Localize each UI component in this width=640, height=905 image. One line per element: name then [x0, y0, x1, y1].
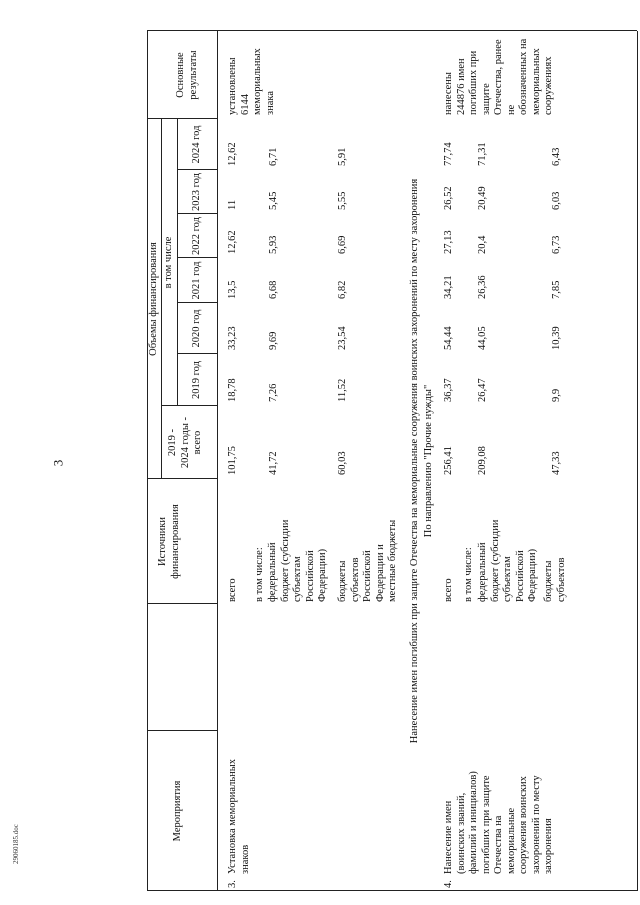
col-line-0	[147, 890, 637, 891]
row3-2019-regional: 11,52	[337, 378, 348, 402]
header-year-2019: 2019 год	[191, 361, 202, 399]
header-year-2021: 2021 год	[191, 261, 202, 300]
row4-result: нанесены 244876 имен погибших при защите Отечества, ранее не обозначенных на мемориальных сооружениях	[443, 38, 554, 115]
row3-total-federal: 41,72	[268, 451, 279, 475]
row3-total-regional: 60,03	[337, 451, 348, 475]
header-year-2023: 2023 год	[191, 173, 202, 211]
row3-event: Установка мемориальных знаков	[227, 758, 251, 874]
row3-source-total: всего	[227, 578, 238, 602]
header-divider-volumes	[161, 119, 162, 479]
row4-2024-regional: 6,43	[551, 147, 562, 166]
row3-2020-all: 33,23	[227, 326, 238, 350]
row4-2020-regional: 10,39	[551, 326, 562, 350]
row4-number: 4.	[443, 880, 454, 888]
rotated-table-page	[147, 31, 637, 891]
row4-2024-federal: 71,31	[477, 142, 488, 166]
row4-2022-regional: 6,73	[551, 235, 562, 254]
row4-total-all: 256,41	[443, 446, 454, 475]
row3-source-including: в том числе:	[254, 547, 265, 602]
row3-2023-federal: 5,45	[268, 191, 279, 210]
row3-source-federal: федеральный бюджет (субсидии субъектам Российской Федерации)	[267, 519, 328, 602]
row4-2020-federal: 44,05	[477, 326, 488, 350]
row3-2024-all: 12,62	[227, 142, 238, 166]
row4-total-regional: 47,33	[551, 451, 562, 475]
row3-2019-federal: 7,26	[268, 383, 279, 402]
row4-2023-all: 26,52	[443, 186, 454, 210]
row4-2023-regional: 6,03	[551, 191, 562, 210]
row4-2022-federal: 20,4	[477, 235, 488, 254]
row3-2020-federal: 9,69	[268, 331, 279, 350]
header-year-2024: 2024 год	[191, 125, 202, 164]
row3-2024-federal: 6,71	[268, 147, 279, 166]
row3-result: установлены 6144 мемориальных знака	[227, 48, 276, 115]
row4-2022-all: 27,13	[443, 230, 454, 254]
header-events: Мероприятия	[172, 780, 183, 842]
header-volumes: Объемы финансирования	[148, 242, 159, 356]
row4-2023-federal: 20,49	[477, 186, 488, 210]
row4-source-federal: федеральный бюджет (субсидии субъектам Российской Федерации)	[477, 519, 538, 602]
row3-source-regional: бюджеты субъектов Российской Федерации и местные бюджеты	[337, 519, 398, 602]
row3-2022-regional: 6,69	[337, 235, 348, 254]
row4-2019-all: 36,37	[443, 378, 454, 402]
row3-2024-regional: 5,91	[337, 147, 348, 166]
table-border-bottom	[637, 31, 638, 891]
row3-2020-regional: 23,54	[337, 326, 348, 350]
row3-2022-federal: 5,93	[268, 235, 279, 254]
row4-source-including: в том числе:	[463, 547, 474, 602]
row3-2023-regional: 5,55	[337, 191, 348, 210]
row4-2019-regional: 9,9	[551, 388, 562, 402]
section-heading: Нанесение имен погибших при защите Отечества на мемориальные сооружения воинских захоронений по месту захоронения	[409, 178, 420, 744]
row4-2019-federal: 26,47	[477, 378, 488, 402]
row4-2020-all: 54,44	[443, 326, 454, 350]
row4-2021-regional: 7,85	[551, 280, 562, 299]
row4-event: Нанесение имен (воинских званий, фамилий и инициалов) погибших при защите Отечества на мемориальные сооружения воинских захоронений по месту захоронения	[443, 771, 554, 874]
row3-number: 3.	[227, 880, 238, 888]
row3-total-all: 101,75	[227, 446, 238, 475]
row3-2019-all: 18,78	[227, 378, 238, 402]
row3-2021-federal: 6,68	[268, 280, 279, 299]
row3-2021-regional: 6,82	[337, 280, 348, 299]
row4-2024-all: 77,74	[443, 142, 454, 166]
page-number: 3	[50, 459, 66, 467]
row4-2021-all: 34,21	[443, 275, 454, 299]
table-border-right	[147, 30, 637, 31]
header-year-2022: 2022 год	[191, 217, 202, 255]
header-results: Основные результаты	[175, 50, 199, 100]
section-subheading: По направлению "Прочие нужды"	[423, 384, 434, 538]
footer-filename: 29060185.doc	[12, 824, 20, 864]
row4-total-federal: 209,08	[477, 446, 488, 475]
header-divider-including	[177, 119, 178, 406]
row3-2021-all: 13,5	[227, 280, 238, 299]
row4-2021-federal: 26,36	[477, 275, 488, 299]
row4-source-regional: бюджеты субъектов	[543, 557, 567, 602]
header-including: в том числе	[163, 236, 174, 289]
row3-2023-all: 11	[227, 199, 238, 210]
header-divider-bottom	[217, 31, 218, 891]
row4-source-total: всего	[443, 578, 454, 602]
header-sources: Источники финансирования	[157, 504, 181, 579]
header-total: 2019 - 2024 годы - всего	[167, 416, 203, 469]
row3-2022-all: 12,62	[227, 230, 238, 254]
header-year-2020: 2020 год	[191, 309, 202, 348]
